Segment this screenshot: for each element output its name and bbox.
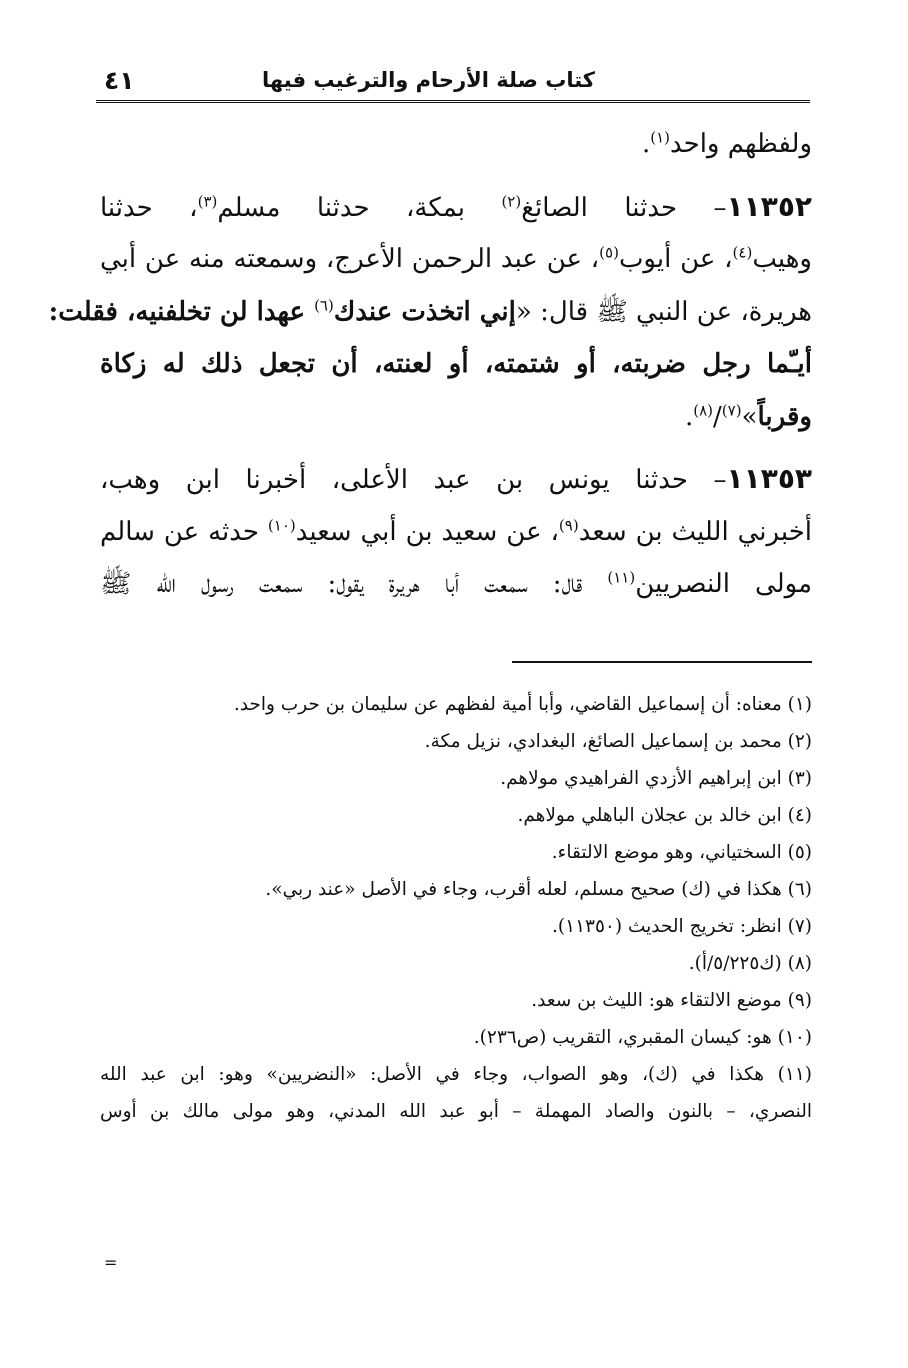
footnote: (٥) السختياني، وهو موضع الالتقاء. — [551, 842, 812, 863]
footnote-ref: (٣) — [197, 191, 218, 210]
text-span: – حدثنا الصائغ — [521, 192, 727, 223]
footnote: (٦) هكذا في (ك) صحيح مسلم، لعله أقرب، وجاء في الأصل «عند ربي». — [265, 879, 812, 900]
footnote: (٩) موضع الالتقاء هو: الليث بن سعد. — [531, 990, 812, 1011]
text-span: ، عن عبد الرحمن الأعرج، وسمعته منه عن أبي — [100, 244, 600, 274]
text-span: » — [741, 401, 758, 432]
footnote: (١٠) هو: كيسان المقبري، التقريب (ص٢٣٦). — [473, 1027, 812, 1048]
text-line — [48, 286, 812, 339]
footnote: (٤) ابن خالد بن عجلان الباهلي مولاهم. — [517, 805, 812, 826]
hadith-number: ١١٣٥٢ — [726, 189, 812, 223]
running-title: كتاب صلة الأرحام والترغيب فيها — [262, 68, 595, 92]
text-span: أخبرني الليث بن سعد — [578, 516, 812, 547]
text-line — [100, 453, 812, 506]
text-line — [100, 558, 812, 611]
text-span: مولى النصريين — [635, 569, 812, 599]
paragraph-gap — [100, 443, 812, 453]
footnote: النصري، – بالنون والصاد المهملة – أبو عبد الله المدني، وهو مولى مالك بن أوس — [100, 1101, 812, 1122]
text-line — [100, 118, 812, 171]
footnote: (٧) انظر: تخريج الحديث (١١٣٥٠). — [552, 916, 812, 937]
footnote-ref: (٨) — [693, 400, 714, 419]
footnote-ref: (٥) — [599, 243, 619, 262]
text-span: هريرة، عن النبي ﷺ قال: « — [515, 296, 812, 327]
footnote-ref: (٢) — [501, 191, 522, 210]
text-line — [100, 181, 812, 234]
text-span: . — [684, 401, 694, 432]
hadith-number: ١١٣٥٣ — [726, 462, 812, 495]
text-line — [100, 391, 812, 444]
page-number: ٤١ — [104, 66, 135, 95]
footnote-divider — [512, 661, 812, 663]
text-span: أيـّما رجل ضربته، أو شتمته، أو لعنته، أن تجعل ذلك له زكاة — [100, 349, 812, 379]
text-span: ، عن أيوب — [618, 244, 733, 274]
text-span: ولفظهم واحد — [669, 129, 812, 159]
text-span: قال: سمعت أبا هريرة يقول: سمعت رسول الله ﷺ — [100, 569, 608, 599]
footnote-ref: (٩) — [558, 515, 579, 534]
text-span: – حدثنا يونس بن عبد الأعلى، أخبرنا ابن وهب، — [100, 465, 727, 495]
paragraph-gap — [100, 171, 812, 181]
footnote: (٢) محمد بن إسماعيل الصائغ، البغدادي، نزيل مكة. — [424, 731, 812, 752]
main-text — [48, 118, 812, 611]
continuation-mark: = — [104, 1253, 118, 1272]
page-header — [96, 62, 810, 102]
footnote: (١١) هكذا في (ك)، وهو الصواب، وجاء في الأصل: «النضريين» وهو: ابن عبد الله — [100, 1064, 812, 1085]
text-span: إني اتخذت عندك — [333, 296, 516, 327]
text-span: / — [713, 401, 722, 432]
header-rule — [96, 100, 810, 106]
footnote-ref: (١١) — [607, 568, 636, 587]
footnote-ref: (١٠) — [267, 515, 296, 534]
text-span: ، عن سعيد بن أبي سعيد — [295, 516, 559, 547]
footnotes — [100, 686, 812, 1130]
text-line — [100, 506, 812, 559]
text-line — [100, 233, 812, 286]
text-span: عهدا لن تخلفنيه، فقلت: — [48, 296, 315, 327]
footnote: (٣) ابن إبراهيم الأزدي الفراهيدي مولاهم. — [500, 768, 812, 789]
text-span: وهيب — [752, 244, 812, 274]
footnote-ref: (٦) — [314, 295, 334, 314]
text-span: وقرباً — [757, 401, 812, 432]
text-span: بمكة، حدثنا مسلم — [217, 192, 502, 223]
footnote-ref: (٧) — [721, 400, 742, 419]
footnote-ref: (١) — [650, 128, 670, 147]
footnote: (١) معناه: أن إسماعيل القاضي، وأبا أمية لفظهم عن سليمان بن حرب واحد. — [233, 694, 812, 715]
footnote-ref: (٤) — [732, 243, 753, 262]
text-span: ، حدثنا — [100, 192, 198, 223]
footnote: (٨) (ك٥/٢٢٥/أ). — [688, 953, 812, 974]
text-span: . — [641, 129, 651, 159]
text-span: حدثه عن سالم — [100, 516, 268, 547]
text-line — [100, 338, 812, 391]
